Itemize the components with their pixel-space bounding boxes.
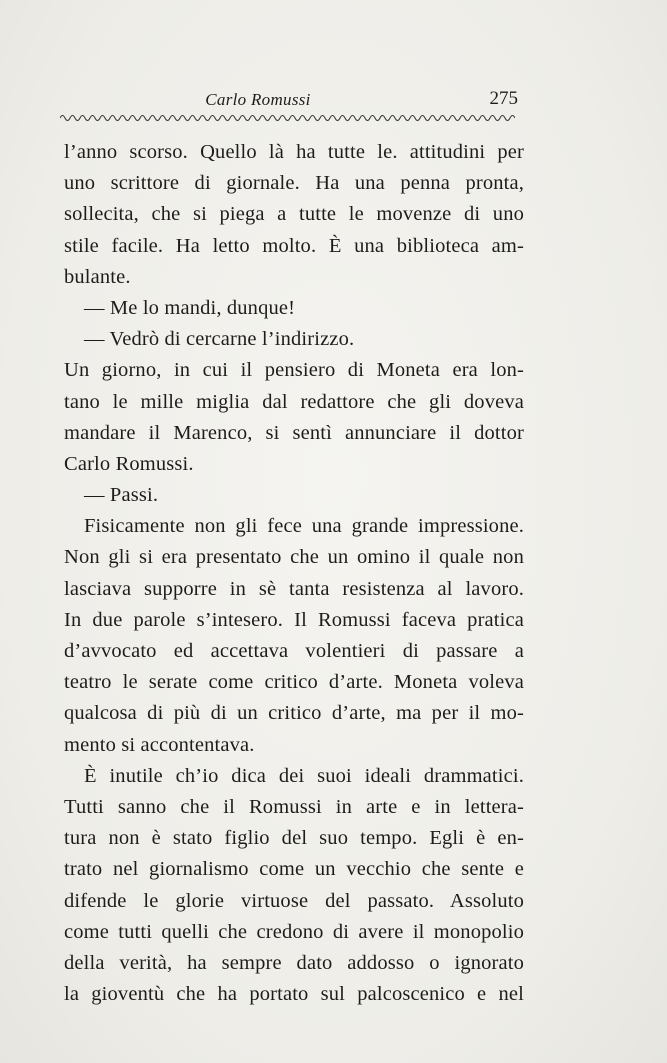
text-line: Non gli si era presentato che un omino il quale non	[64, 546, 524, 569]
text-line: È inutile ch’io dica dei suoi ideali drammatici.	[84, 764, 524, 787]
text-line: stile facile. Ha letto molto. È una biblioteca am-	[64, 234, 524, 257]
text-line: come tutti quelli che credono di avere il monopolio	[64, 920, 524, 943]
dialogue-line: — Vedrò di cercarne l’indirizzo.	[84, 328, 355, 351]
text-line: mandare il Marenco, si sentì annunciare il dottor	[64, 421, 524, 444]
text-line: tano le mille miglia dal redattore che gli doveva	[64, 390, 524, 413]
text-line: mento si accontentava.	[64, 733, 255, 756]
text-line: l’anno scorso. Quello là ha tutte le. attitudini per	[64, 141, 524, 163]
text-line: Tutti sanno che il Romussi in arte e in lettera-	[64, 795, 524, 818]
text-line: In due parole s’intesero. Il Romussi faceva pratica	[64, 608, 524, 631]
body-text	[64, 137, 524, 1010]
text-line: trato nel giornalismo come un vecchio che sente e	[64, 858, 524, 881]
text-line: sollecita, che si piega a tutte le movenze di uno	[64, 203, 524, 226]
text-line: Carlo Romussi.	[64, 452, 194, 475]
text-line: Un giorno, in cui il pensiero di Moneta era lon-	[64, 359, 524, 382]
text-line: difende le glorie virtuose del passato. Assoluto	[64, 889, 524, 912]
dialogue-line: — Passi.	[84, 484, 159, 507]
text-line: uno scrittore di giornale. Ha una penna pronta,	[64, 172, 524, 195]
running-head	[58, 82, 518, 112]
text-line: d’avvocato ed accettava volentieri di passare a	[64, 640, 524, 662]
text-line: lasciava supporre in sè tanta resistenza al lavoro.	[64, 577, 524, 600]
text-line: bulante.	[64, 265, 131, 288]
dialogue-line: — Me lo mandi, dunque!	[84, 296, 296, 319]
text-line: qualcosa di più di un critico d’arte, ma per il mo-	[64, 702, 524, 725]
text-line: della verità, ha sempre dato addosso o ignorato	[64, 951, 524, 974]
text-line: Fisicamente non gli fece una grande impressione.	[84, 515, 524, 538]
text-line: teatro le serate come critico d’arte. Moneta voleva	[64, 671, 524, 694]
wavy-rule	[60, 112, 515, 124]
text-line: tura non è stato figlio del suo tempo. Egli è en-	[64, 827, 524, 850]
text-line: la gioventù che ha portato sul palcoscenico e nel	[64, 983, 524, 1006]
page-number: 275	[489, 88, 518, 109]
running-title: Carlo Romussi	[205, 90, 311, 109]
